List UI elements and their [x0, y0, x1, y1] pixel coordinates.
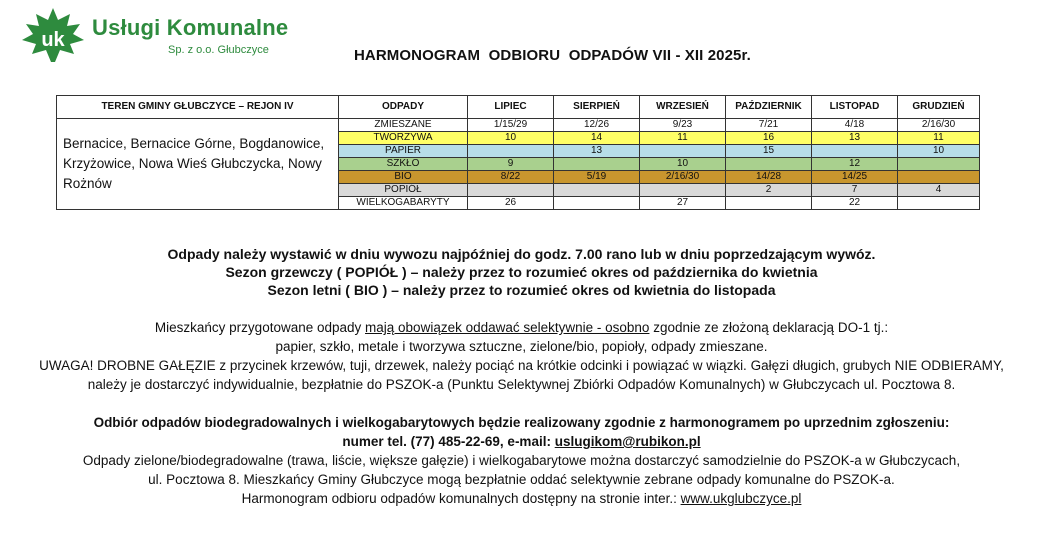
- info-text: zgodnie ze złożoną deklaracją DO-1 tj.:: [649, 320, 889, 335]
- pickup-date-cell: 4: [898, 184, 980, 197]
- pickup-date-cell: [468, 184, 554, 197]
- column-header-area: TEREN GMINY GŁUBCZYCE – REJON IV: [57, 96, 339, 119]
- logo-company-name: Usługi Komunalne: [92, 15, 289, 40]
- info-line-4: należy je dostarczyć indywidualnie, bezpłatnie do PSZOK-a (Punktu Selektywnej Zbiórki Odpadów Komunalnych) w Głubczycach ul. Pocztowa 8.: [87, 377, 956, 392]
- waste-type-label: SZKŁO: [339, 158, 468, 171]
- contact-text: numer tel. (77) 485-22-69, e-mail:: [342, 434, 555, 449]
- pickup-date-cell: 10: [898, 145, 980, 158]
- waste-type-label: ZMIESZANE: [339, 119, 468, 132]
- notice-line-2: Sezon grzewczy ( POPIÓŁ ) – należy przez to rozumieć okres od października do kwietnia: [225, 264, 818, 280]
- pickup-date-cell: 7/21: [726, 119, 812, 132]
- column-header-month: PAŹDZIERNIK: [726, 96, 812, 119]
- pickup-date-cell: 8/22: [468, 171, 554, 184]
- page-title: HARMONOGRAM ODBIORU ODPADÓW VII - XII 2025r.: [354, 47, 751, 64]
- company-logo: [18, 6, 289, 62]
- table-row: [57, 119, 980, 132]
- pickup-date-cell: 27: [640, 197, 726, 210]
- pickup-date-cell: 4/18: [812, 119, 898, 132]
- pickup-date-cell: 7: [812, 184, 898, 197]
- contact-line-3: Odpady zielone/biodegradowalne (trawa, liście, większe gałęzie) i wielkogabarytowe można dostarczyć samodzielnie do PSZOK-a w Głubczycach,: [82, 453, 961, 468]
- email-link[interactable]: uslugikom@rubikon.pl: [554, 434, 701, 449]
- pickup-date-cell: 12/26: [554, 119, 640, 132]
- waste-type-label: WIELKOGABARYTY: [339, 197, 468, 210]
- pickup-date-cell: [554, 158, 640, 171]
- pickup-date-cell: 5/19: [554, 171, 640, 184]
- svg-text:uk: uk: [41, 29, 65, 51]
- pickup-date-cell: [468, 145, 554, 158]
- column-header-waste: ODPADY: [339, 96, 468, 119]
- pickup-date-cell: 10: [468, 132, 554, 145]
- pickup-date-cell: 2/16/30: [898, 119, 980, 132]
- info-line-2: papier, szkło, metale i tworzywa sztuczne, zielone/bio, popioły, odpady zmieszane.: [275, 339, 768, 354]
- notice-line-3: Sezon letni ( BIO ) – należy przez to rozumieć okres od kwietnia do listopada: [267, 282, 776, 298]
- info-line-3: UWAGA! DROBNE GAŁĘZIE z przycinek krzewów, tuji, drzewek, należy pociąć na krótkie odcinki i powiązać w wiązki. Gałęzi długich, grubych NIE ODBIERAMY,: [39, 358, 1004, 373]
- pickup-date-cell: [898, 197, 980, 210]
- pickup-date-cell: 11: [640, 132, 726, 145]
- notice-text: najpóźniej: [441, 246, 510, 262]
- info-emphasis: mają obowiązek oddawać selektywnie - osobno: [365, 320, 650, 335]
- pickup-date-cell: 14/25: [812, 171, 898, 184]
- pickup-date-cell: [554, 197, 640, 210]
- waste-type-label: BIO: [339, 171, 468, 184]
- leaf-logo-icon: [18, 6, 88, 64]
- pickup-date-cell: [640, 184, 726, 197]
- column-header-month: LIPIEC: [468, 96, 554, 119]
- pickup-date-cell: 15: [726, 145, 812, 158]
- column-header-month: SIERPIEŃ: [554, 96, 640, 119]
- contact-line-1: Odbiór odpadów biodegradowalnych i wielkogabarytowych będzie realizowany zgodnie z harmonogramem po uprzednim zgłoszeniu:: [93, 415, 950, 430]
- pickup-date-cell: 2: [726, 184, 812, 197]
- column-header-month: GRUDZIEŃ: [898, 96, 980, 119]
- pickup-date-cell: [554, 184, 640, 197]
- contact-line-5: [0, 489, 1043, 508]
- pickup-date-cell: 14: [554, 132, 640, 145]
- pickup-date-cell: [898, 158, 980, 171]
- footer-notes: [0, 245, 1043, 508]
- pickup-date-cell: [726, 197, 812, 210]
- info-text: Mieszkańcy przygotowane odpady: [154, 320, 366, 335]
- pickup-date-cell: 16: [726, 132, 812, 145]
- logo-company-subtitle: Sp. z o.o. Głubczyce: [168, 44, 269, 56]
- info-line-1: [0, 318, 1043, 337]
- pickup-date-cell: 14/28: [726, 171, 812, 184]
- pickup-date-cell: [726, 158, 812, 171]
- column-header-month: WRZESIEŃ: [640, 96, 726, 119]
- schedule-table: [56, 95, 980, 210]
- website-link[interactable]: www.ukglubczyce.pl: [680, 491, 802, 506]
- pickup-date-cell: [898, 171, 980, 184]
- pickup-date-cell: 26: [468, 197, 554, 210]
- area-villages: Bernacice, Bernacice Górne, Bogdanowice, Krzyżowice, Nowa Wieś Głubczycka, Nowy Rożnów: [57, 119, 339, 210]
- contact-text: Harmonogram odbioru odpadów komunalnych dostępny na stronie inter.:: [241, 491, 681, 506]
- notice-text: do godz. 7.00 rano lub w dniu poprzedzającym wywóz.: [509, 246, 876, 262]
- waste-type-label: PAPIER: [339, 145, 468, 158]
- pickup-date-cell: 22: [812, 197, 898, 210]
- pickup-date-cell: 1/15/29: [468, 119, 554, 132]
- table-header-row: [57, 96, 980, 119]
- pickup-date-cell: [640, 145, 726, 158]
- contact-line-4: ul. Pocztowa 8. Mieszkańcy Gminy Głubczyce mogą bezpłatnie oddać selektywnie zebrane odpady komunalne do PSZOK-a.: [148, 472, 895, 487]
- contact-line-2: [0, 432, 1043, 451]
- column-header-month: LISTOPAD: [812, 96, 898, 119]
- pickup-date-cell: [812, 145, 898, 158]
- pickup-date-cell: 9: [468, 158, 554, 171]
- pickup-date-cell: 10: [640, 158, 726, 171]
- notice-text: Odpady należy wystawić w dniu wywozu: [167, 246, 442, 262]
- pickup-date-cell: 13: [812, 132, 898, 145]
- pickup-date-cell: 9/23: [640, 119, 726, 132]
- pickup-date-cell: 11: [898, 132, 980, 145]
- notice-line-1: [0, 245, 1043, 263]
- pickup-date-cell: 2/16/30: [640, 171, 726, 184]
- waste-type-label: TWORZYWA: [339, 132, 468, 145]
- pickup-date-cell: 13: [554, 145, 640, 158]
- waste-type-label: POPIÓŁ: [339, 184, 468, 197]
- pickup-date-cell: 12: [812, 158, 898, 171]
